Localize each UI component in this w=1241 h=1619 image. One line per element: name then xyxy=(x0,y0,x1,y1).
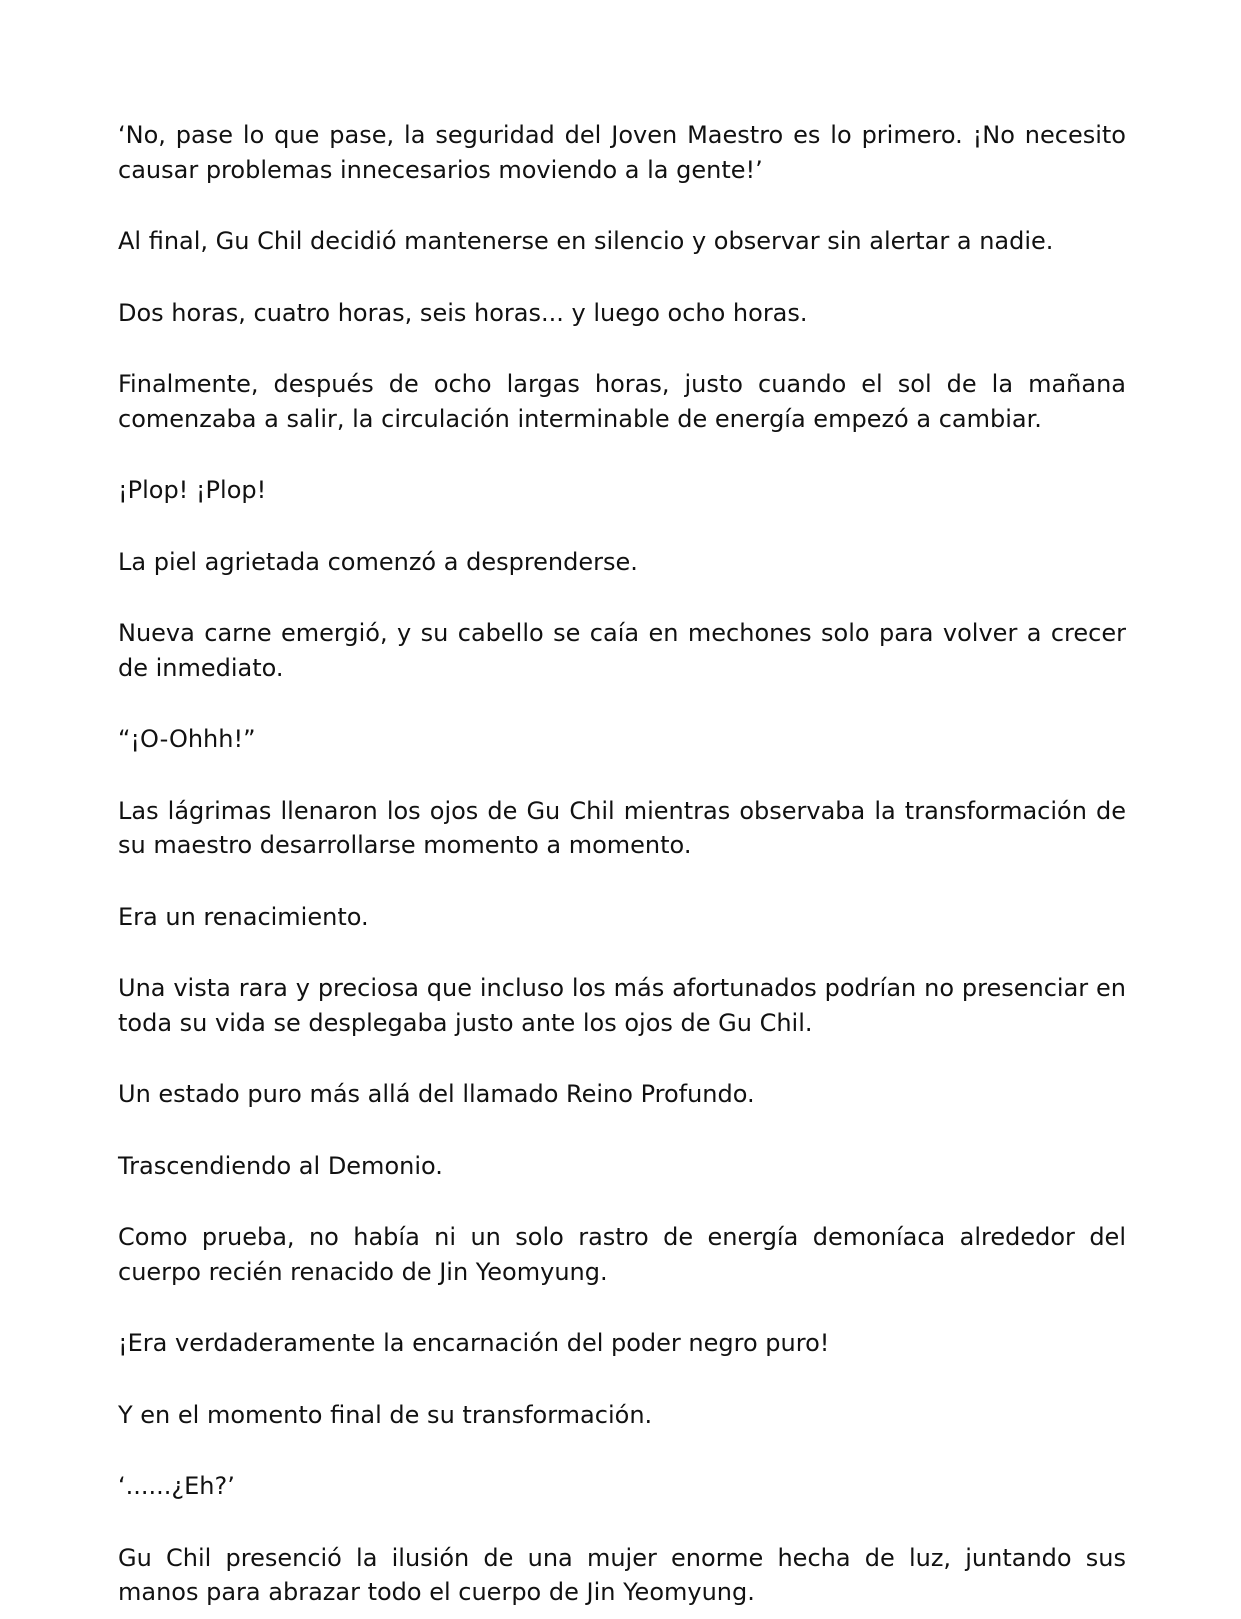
paragraph-15: ¡Era verdaderamente la encarnación del poder negro puro! xyxy=(118,1329,830,1357)
paragraph-8: “¡O-Ohhh!” xyxy=(118,725,256,753)
paragraph-4: Finalmente, después de ocho largas horas, justo cuando el sol de la mañana comenzaba a salir, la circulación interminable de energía empezó a cambiar. xyxy=(118,370,1126,433)
paragraph-10: Era un renacimiento. xyxy=(118,902,369,931)
paragraph-5: ¡Plop! ¡Plop! xyxy=(118,476,267,504)
paragraph-16: Y en el momento final de su transformación. xyxy=(118,1400,653,1429)
paragraph-7: Nueva carne emergió, y su cabello se caía en mechones solo para volver a crecer de inmediato. xyxy=(118,619,1126,682)
paragraph-14: Como prueba, no había ni un solo rastro de energía demoníaca alrededor del cuerpo recién renacido de Jin Yeomyung. xyxy=(118,1223,1126,1286)
paragraph-11: Una vista rara y preciosa que incluso los más afortunados podrían no presenciar en toda su vida se desplegaba justo ante los ojos de Gu Chil. xyxy=(118,974,1126,1037)
paragraph-2: Al final, Gu Chil decidió mantenerse en silencio y observar sin alertar a nadie. xyxy=(118,227,1054,255)
paragraph-9: Las lágrimas llenaron los ojos de Gu Chil mientras observaba la transformación de su maestro desarrollarse momento a momento. xyxy=(118,796,1126,859)
paragraph-3: Dos horas, cuatro horas, seis horas... y luego ocho horas. xyxy=(118,298,808,327)
paragraph-17: ‘......¿Eh?’ xyxy=(118,1472,235,1500)
document-body xyxy=(118,118,1126,1610)
paragraph-1: ‘No, pase lo que pase, la seguridad del Joven Maestro es lo primero. ¡No necesito causar problemas innecesarios moviendo a la gente!’ xyxy=(118,121,1126,184)
paragraph-12: Un estado puro más allá del llamado Reino Profundo. xyxy=(118,1080,755,1108)
paragraph-18: Gu Chil presenció la ilusión de una mujer enorme hecha de luz, juntando sus manos para abrazar todo el cuerpo de Jin Yeomyung. xyxy=(118,1543,1126,1606)
paragraph-6: La piel agrietada comenzó a desprenderse. xyxy=(118,547,638,576)
paragraph-13: Trascendiendo al Demonio. xyxy=(118,1151,443,1180)
